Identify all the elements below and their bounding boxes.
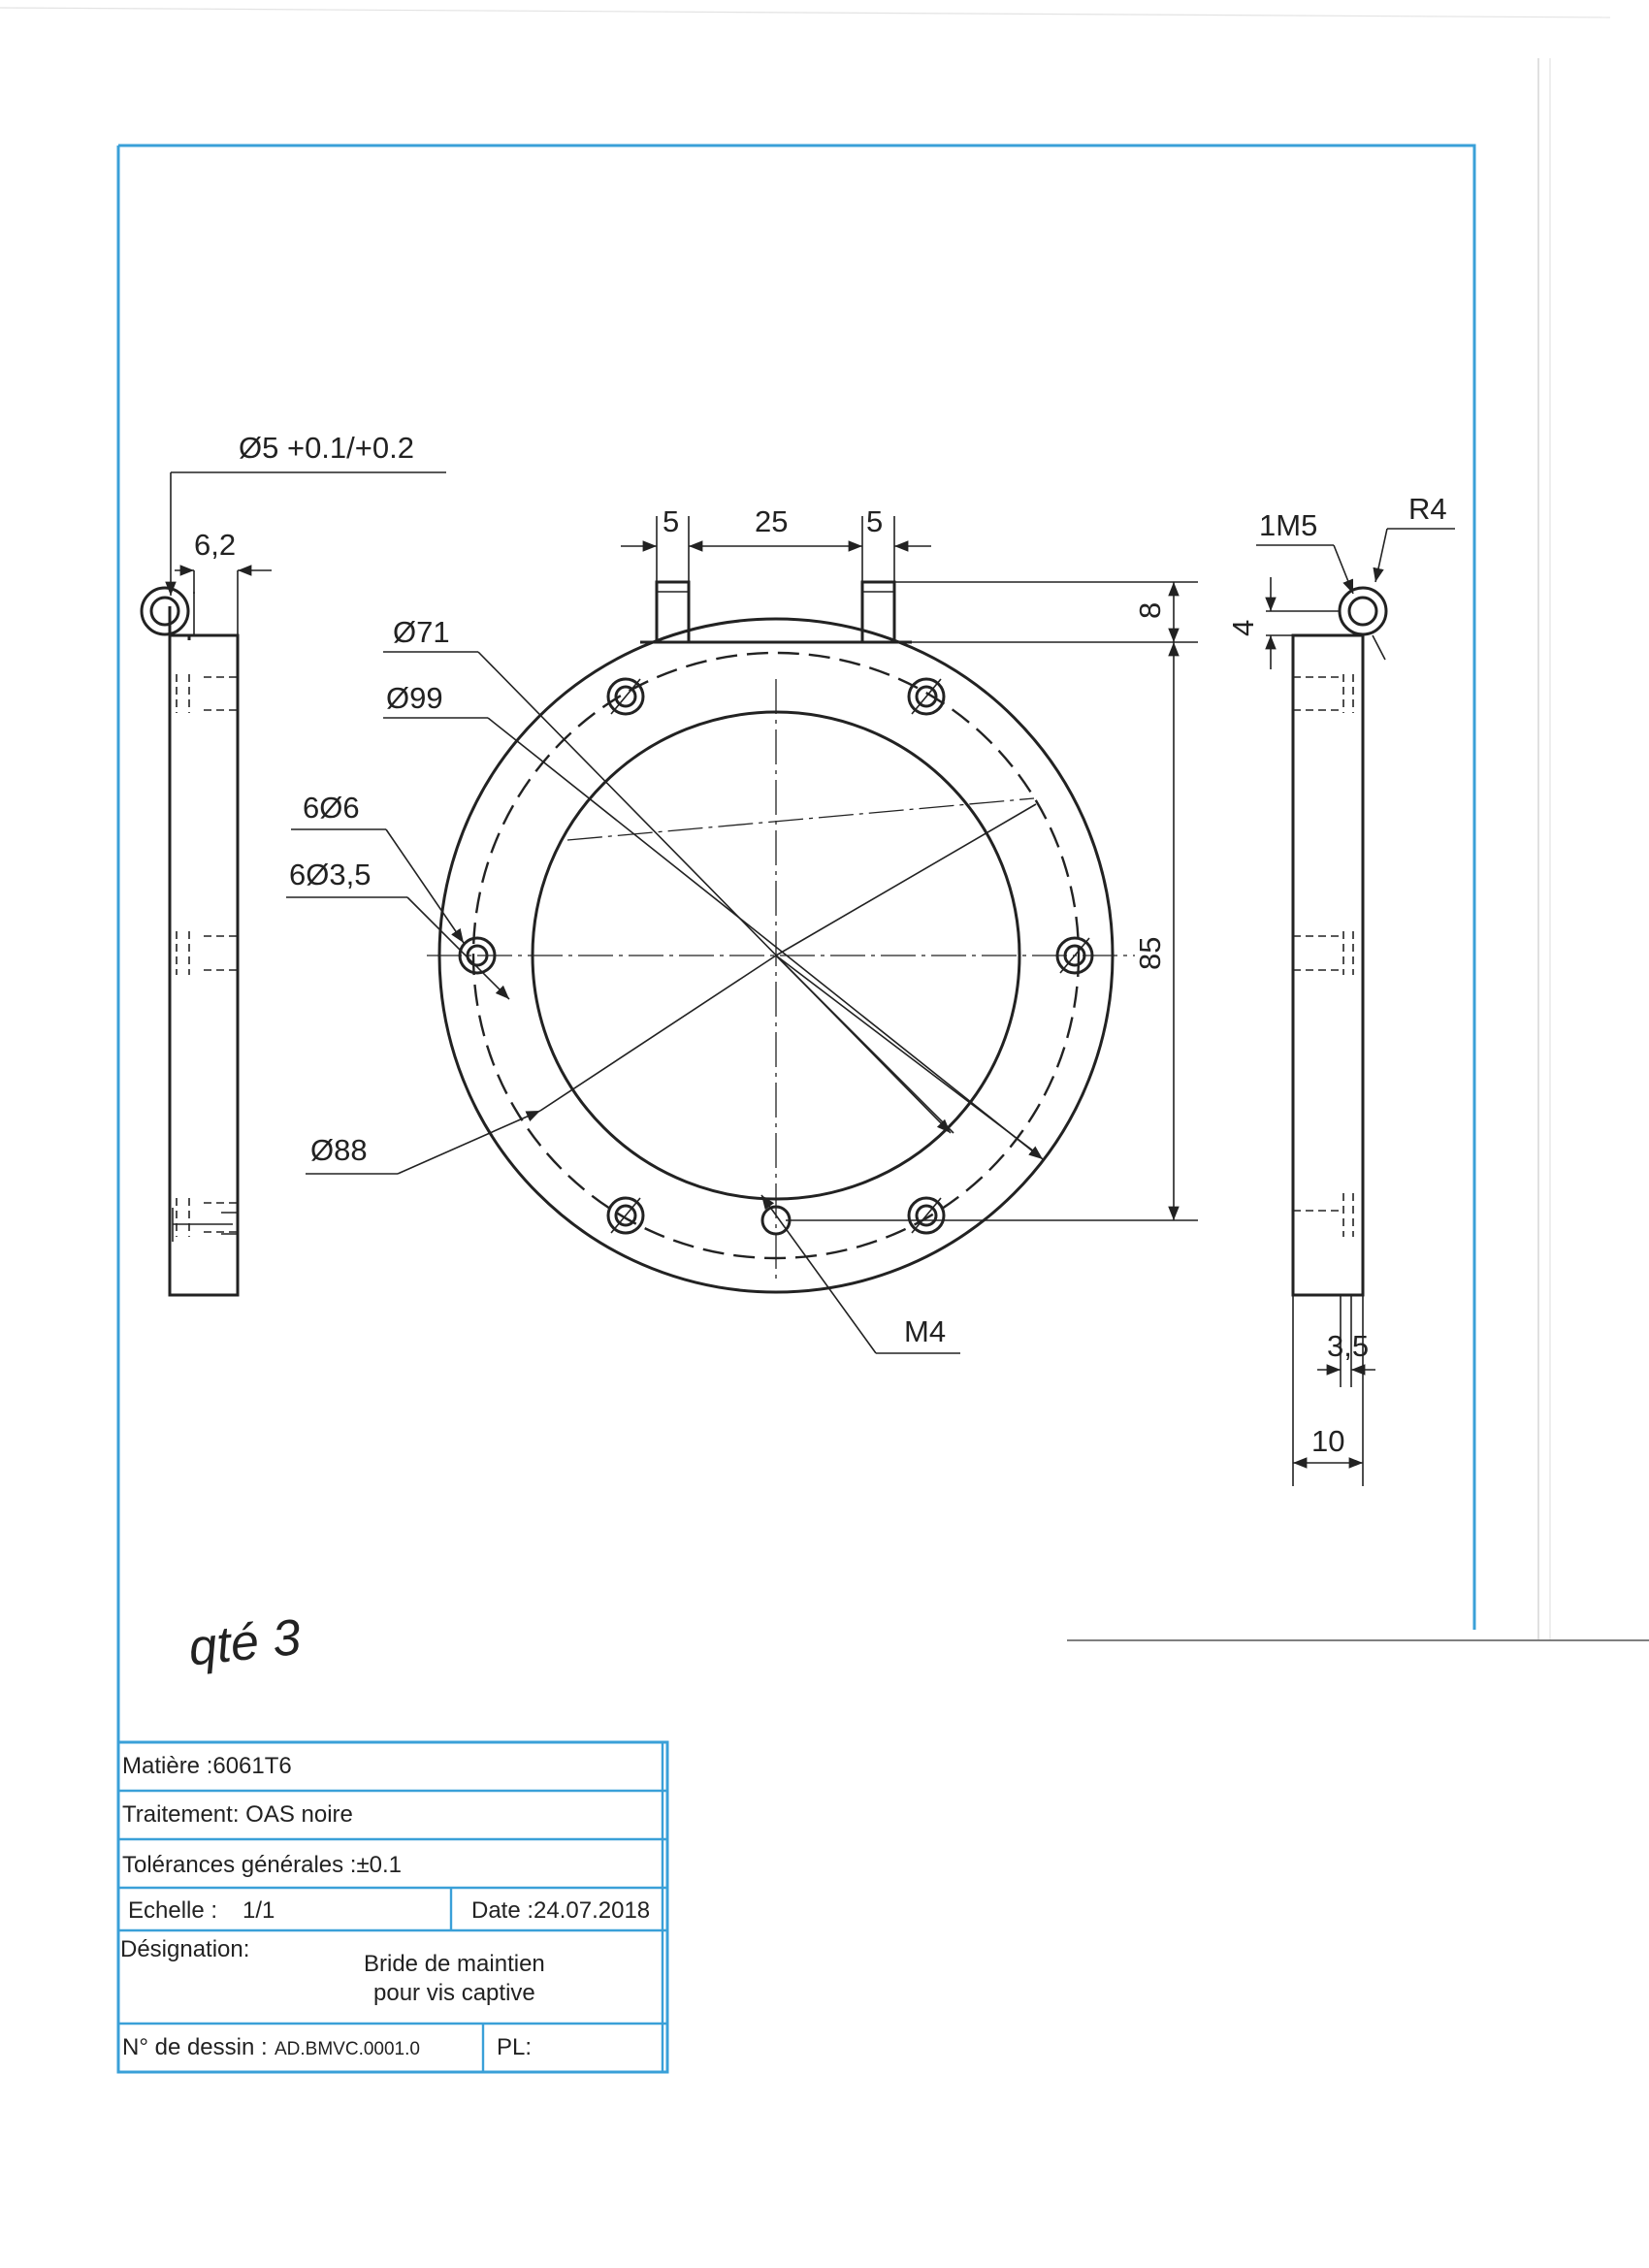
- dim-height-85: 85: [1133, 936, 1167, 970]
- front-view: [427, 582, 1135, 1292]
- title-traitement: Traitement: OAS noire: [122, 1801, 353, 1828]
- bolt-hole: [909, 1198, 944, 1233]
- title-date: Date :24.07.2018: [471, 1897, 651, 1924]
- handwritten-quantity-note: qté 3: [185, 1608, 304, 1677]
- dim-tab-8: 8: [1133, 601, 1167, 619]
- dim-slot-5-right: 5: [866, 504, 884, 538]
- title-drawing-no-value: AD.BMVC.0001.0: [275, 2039, 420, 2059]
- dim-hole-5: Ø5 +0.1/+0.2: [239, 431, 414, 465]
- dim-holes-6x6: 6Ø6: [303, 791, 360, 825]
- dim-dia-88: Ø88: [310, 1133, 368, 1167]
- dim-radius-r4: R4: [1408, 492, 1447, 526]
- dim-holes-6x3-5: 6Ø3,5: [289, 858, 372, 891]
- title-designation-line1: Bride de maintien: [364, 1951, 545, 1977]
- bolt-hole: [608, 679, 643, 714]
- title-echelle-label: Echelle :: [128, 1897, 218, 1924]
- bolt-hole: [608, 1198, 643, 1233]
- dim-dia-71: Ø71: [393, 615, 450, 649]
- bolt-hole: [909, 679, 944, 714]
- dim-width-6-2: 6,2: [194, 528, 237, 562]
- dim-slot-25: 25: [755, 504, 789, 538]
- title-matiere: Matière :6061T6: [122, 1753, 292, 1779]
- dim-thread-1m5: 1M5: [1259, 508, 1318, 542]
- dim-dia-99: Ø99: [386, 681, 443, 715]
- title-designation-label: Désignation:: [120, 1936, 250, 1962]
- dim-offset-4: 4: [1226, 619, 1260, 636]
- dim-width-3-5: 3,5: [1327, 1329, 1370, 1363]
- title-pl: PL:: [497, 2034, 533, 2060]
- dim-width-10: 10: [1311, 1424, 1345, 1458]
- dim-thread-m4: M4: [904, 1314, 947, 1348]
- title-drawing-no-label: N° de dessin :: [122, 2034, 268, 2060]
- title-echelle-value: 1/1: [242, 1897, 275, 1924]
- title-designation-line2: pour vis captive: [373, 1980, 535, 2006]
- dim-slot-5-left: 5: [663, 504, 680, 538]
- title-tolerances: Tolérances générales :±0.1: [122, 1852, 403, 1878]
